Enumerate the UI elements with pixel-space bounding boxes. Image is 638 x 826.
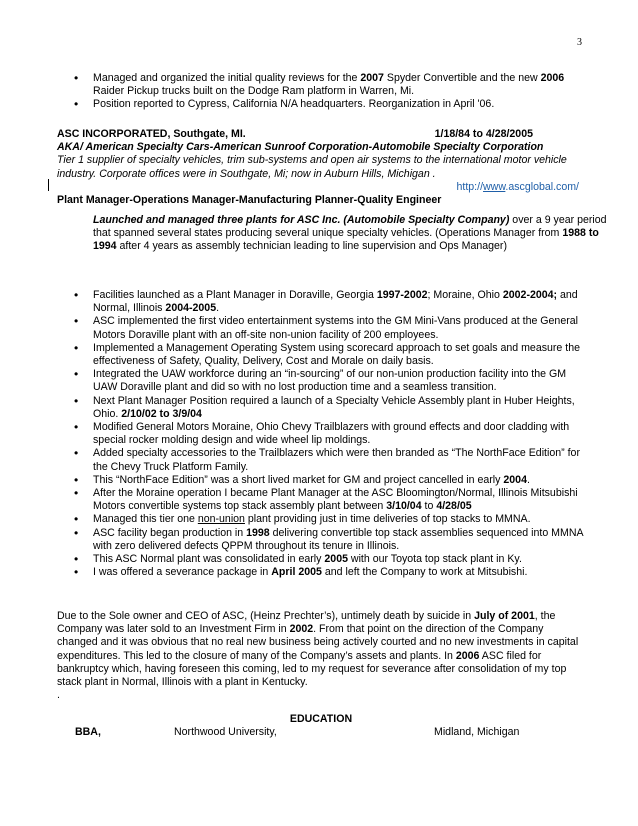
- intro-paragraph: [57, 214, 621, 254]
- top-bullet-item: [57, 98, 585, 111]
- top-bullet-segment: Position reported to Cypress, California N/A headquarters. Reorganization in April '06.: [93, 98, 495, 111]
- closing-paragraph: [57, 610, 585, 702]
- company-header: [57, 128, 585, 141]
- achievement-bullet-item: [57, 553, 585, 566]
- achievement-bullet-segment: delivering convertible top stack assemblies sequenced into MMNA with zero delivered defects QPPM throughout its tenure in Illinois.: [93, 526, 583, 552]
- education-school: Northwood University,: [174, 726, 277, 739]
- achievement-bullet-list: [57, 289, 585, 579]
- closing-segment: 2006: [455, 649, 480, 662]
- intro-segment: Launched and managed three plants for ASC Inc. (Automobile Specialty Company): [93, 214, 510, 226]
- achievement-bullet-segment: After the Moraine operation I became Plant Manager at the ASC Bloomington/Normal, Illinois Mitsubishi Motors convertible systems top stack assembly plant between: [93, 487, 578, 513]
- achievement-bullet-segment: Added specialty accessories to the Trailblazers which were then branded as “The NorthFace Edition” for the Chevy Truck Platform Family.: [93, 447, 580, 473]
- top-bullet-item: [57, 72, 585, 98]
- url-prefix: http://: [456, 180, 484, 193]
- achievement-bullet-item: [57, 487, 585, 513]
- achievement-bullet-item: [57, 395, 585, 421]
- achievement-bullet-segment: ASC implemented the first video entertainment systems into the GM Mini-Vans produced at the General Motors Doraville plant with an off-site non-union facility of 200 employees.: [93, 315, 578, 341]
- achievement-bullet-segment: 1998: [246, 526, 270, 539]
- achievement-bullet-segment: plant providing just in time deliveries of top stacks to MMNA.: [244, 513, 531, 526]
- top-bullet-segment: Managed and organized the initial quality reviews for the: [93, 72, 361, 84]
- achievement-bullet-segment: Facilities launched as a Plant Manager in Doraville, Georgia: [93, 289, 377, 301]
- achievement-bullet-segment: 2004: [503, 473, 527, 486]
- closing-segment: ASC filed for bankruptcy which, having foreseen this coming, led to my request for severance after consolidation of my top stack plant in Normal, Illinois with a plant in Kentucky.: [57, 649, 567, 689]
- url-link[interactable]: www: [483, 180, 506, 193]
- intro-text: [93, 214, 621, 254]
- achievement-bullet-segment: ASC facility began production in: [93, 526, 247, 539]
- achievement-bullet-segment: non-union: [197, 513, 245, 526]
- job-title: Plant Manager-Operations Manager-Manufacturing Planner-Quality Engineer: [57, 194, 442, 207]
- top-bullet-list: [57, 72, 585, 112]
- closing-dot: .: [57, 689, 60, 702]
- page-number: 3: [577, 37, 582, 48]
- achievement-bullet-segment: 2/10/02 to 3/9/04: [121, 407, 202, 420]
- intro-segment: over a 9 year period that spanned several states producing several unique specialty vehicles. (Operations Manager from: [93, 214, 607, 240]
- closing-segment: Due to the Sole owner and CEO of ASC, (Heinz Prechter’s), untimely death by suicide in: [57, 610, 475, 622]
- achievement-bullet-segment: This “NorthFace Edition” was a short lived market for GM and project cancelled in early: [93, 473, 504, 486]
- achievement-bullet-segment: to: [421, 500, 437, 513]
- company-name: ASC INCORPORATED, Southgate, MI.: [57, 128, 246, 140]
- achievement-bullet-item: [57, 527, 585, 553]
- closing-segment: , the Company was later sold to an Investment Firm in: [57, 610, 556, 636]
- closing-segment: . From that point on the direction of the Company changed and it was obvious that no real new business being actively courted and no new investments in capital expenditures. This led to the closure of many of the Company’s assets and plants. In: [57, 623, 579, 662]
- company-description: Tier 1 supplier of specialty vehicles, trim sub-systems and open air systems to the international motor vehicle industry. Corporate offices were in Southgate, Mi; now in Auburn Hills, Michigan .: [57, 154, 567, 180]
- achievement-bullet-item: [57, 342, 585, 368]
- closing-text: [57, 610, 585, 689]
- education-degree: BBA,: [75, 726, 101, 739]
- intro-segment: after 4 years as assembly technician leading to line supervision and Ops Manager): [116, 240, 507, 253]
- achievement-bullet-item: [57, 566, 585, 579]
- achievement-bullet-item: [57, 447, 585, 473]
- education-section: [57, 713, 585, 740]
- achievement-bullet-item: [57, 474, 585, 487]
- achievement-bullet-item: [57, 513, 585, 526]
- achievement-bullet-segment: and left the Company to work at Mitsubishi.: [321, 566, 528, 579]
- achievement-bullet-segment: with our Toyota top stack plant in Ky.: [347, 553, 522, 566]
- achievement-bullet-item: [57, 368, 585, 394]
- achievement-bullet-segment: 4/28/05: [436, 500, 472, 513]
- achievement-bullet-segment: April 2005: [271, 566, 322, 579]
- achievement-bullet-segment: 2004-2005: [165, 302, 217, 315]
- company-dates: 1/18/84 to 4/28/2005: [434, 128, 533, 140]
- url-suffix: .ascglobal.com/: [505, 180, 579, 193]
- achievement-bullet-segment: I was offered a severance package in: [93, 566, 272, 579]
- achievement-bullet-item: [57, 289, 585, 315]
- achievement-bullet-segment: 1997-2002: [376, 289, 428, 301]
- top-bullet-segment: 2007: [360, 72, 384, 84]
- achievement-bullet-segment: ; Moraine, Ohio: [427, 289, 503, 301]
- achievement-bullet-segment: 2002-2004;: [502, 289, 558, 301]
- education-heading: EDUCATION: [289, 713, 353, 725]
- company-url[interactable]: [57, 181, 579, 194]
- top-bullet-segment: Spyder Convertible and the new: [383, 72, 541, 84]
- achievement-bullet-segment: .: [216, 302, 220, 315]
- intro-segment: 1988 to 1994: [93, 227, 599, 253]
- achievement-bullet-segment: Managed this tier one: [93, 513, 198, 526]
- top-bullet-segment: 2006: [540, 72, 565, 84]
- achievement-bullet-segment: Integrated the UAW workforce during an “in-sourcing” of our non-union production facility into the GM UAW Doraville plant and did so with no lost production time and a seamless transition.: [93, 368, 567, 394]
- achievement-bullet-segment: .: [526, 473, 530, 486]
- closing-segment: 2002: [289, 623, 314, 636]
- company-section: [57, 128, 585, 207]
- achievement-bullet-item: [57, 421, 585, 447]
- education-row: [57, 726, 585, 740]
- achievement-bullet-segment: Modified General Motors Moraine, Ohio Chevy Trailblazers with ground effects and door cladding with special rocker molding design and wide wheel lip moldings.: [93, 421, 570, 447]
- achievement-bullet-segment: Implemented a Management Operating System using scorecard approach to set goals and measure the effectiveness of Safety, Quality, Delivery, Cost and Morale on daily basis.: [93, 341, 580, 368]
- achievement-bullet-segment: This ASC Normal plant was consolidated in early: [93, 553, 325, 566]
- text-cursor: [48, 179, 49, 191]
- company-aka: AKA/ American Specialty Cars-American Sunroof Corporation-Automobile Specialty Corporation: [57, 141, 544, 154]
- achievement-bullet-segment: 2005: [324, 553, 348, 566]
- closing-segment: July of 2001: [474, 610, 535, 622]
- achievement-bullet-segment: Next Plant Manager Position required a launch of a Specialty Vehicle Assembly plant in Huber Heights, Ohio.: [93, 394, 575, 420]
- education-location: Midland, Michigan: [434, 726, 520, 739]
- achievement-bullet-segment: 3/10/04: [386, 500, 422, 513]
- achievement-bullet-item: [57, 315, 585, 341]
- achievement-bullet-segment: and Normal, Illinois: [93, 289, 578, 315]
- top-bullet-segment: Raider Pickup trucks built on the Dodge Ram platform in Warren, Mi.: [93, 85, 415, 98]
